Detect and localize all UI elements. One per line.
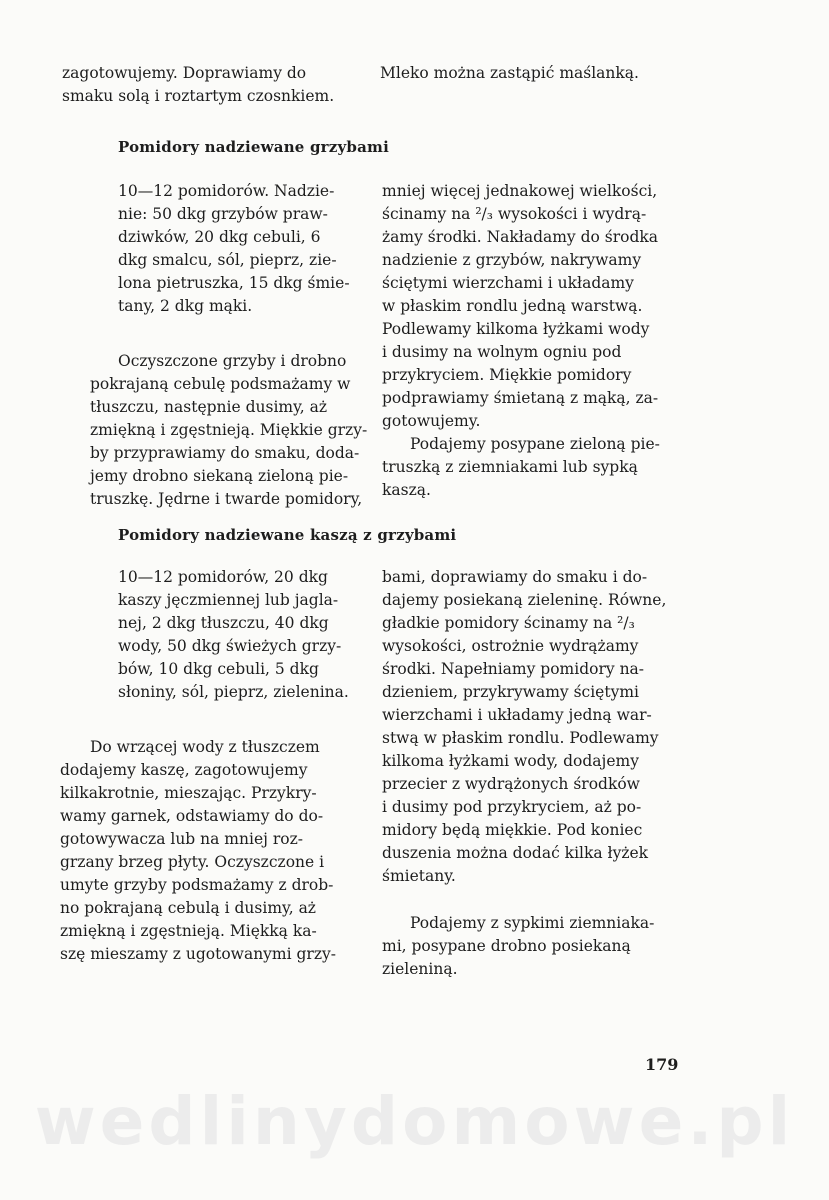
recipe1-right-column bbox=[382, 180, 660, 502]
text-line: gładkie pomidory ścinamy na ²/₃ bbox=[382, 614, 635, 632]
text-line: dzieniem, przykrywamy ściętymi bbox=[382, 683, 639, 701]
recipe2-left-column bbox=[60, 566, 349, 966]
text-line: szę mieszamy z ugotowanymi grzy- bbox=[60, 945, 337, 963]
text-line: dajemy posiekaną zieleninę. Równe, bbox=[382, 591, 667, 609]
watermark: wedlinydomowe.pl bbox=[34, 1083, 795, 1160]
text-line: stwą w płaskim rondlu. Podlewamy bbox=[382, 729, 659, 747]
text-line: grzany brzeg płyty. Oczyszczone i bbox=[60, 853, 325, 871]
ingredients-line: lona pietruszka, 15 dkg śmie- bbox=[118, 274, 350, 292]
text-line: dodajemy kaszę, zagotowujemy bbox=[60, 761, 308, 779]
ingredients-line: nie: 50 dkg grzybów praw- bbox=[118, 205, 328, 223]
text-line: przecier z wydrążonych środków bbox=[382, 775, 640, 793]
page-number: 179 bbox=[645, 1055, 679, 1074]
text-line: zieleniną. bbox=[382, 960, 458, 978]
recipe-title: Pomidory nadziewane grzybami bbox=[118, 138, 389, 156]
text-line: midory będą miękkie. Pod koniec bbox=[382, 821, 643, 839]
text-line: śmietany. bbox=[382, 867, 456, 885]
text-line: ścinamy na ²/₃ wysokości i wydrą- bbox=[382, 205, 647, 223]
recipe-title: Pomidory nadziewane kaszą z grzybami bbox=[118, 526, 457, 544]
text-line: zmiękną i zgęstnieją. Miękką ka- bbox=[60, 922, 317, 940]
ingredients-line: kaszy jęczmiennej lub jagla- bbox=[118, 591, 339, 609]
text-line: wierzchami i układamy jedną war- bbox=[382, 706, 652, 724]
ingredients-line: tany, 2 dkg mąki. bbox=[118, 297, 253, 315]
text-line: zmiękną i zgęstnieją. Miękkie grzy- bbox=[90, 421, 368, 439]
recipe2-right-column bbox=[382, 566, 666, 981]
text-line: zagotowujemy. Doprawiamy do bbox=[62, 64, 307, 82]
text-line: mniej więcej jednakowej wielkości, bbox=[382, 182, 658, 200]
text-line: umyte grzyby podsmażamy z drob- bbox=[60, 876, 334, 894]
text-line: kaszą. bbox=[382, 481, 431, 499]
text-line: pokrajaną cebulę podsmażamy w bbox=[90, 375, 351, 393]
intro-right-column bbox=[380, 62, 639, 85]
text-line: nadzienie z grzybów, nakrywamy bbox=[382, 251, 642, 269]
ingredients-line: 10—12 pomidorów, 20 dkg bbox=[118, 568, 328, 586]
ingredients-line: wody, 50 dkg świeżych grzy- bbox=[118, 637, 342, 655]
text-line: ściętymi wierzchami i układamy bbox=[382, 274, 634, 292]
text-line: tłuszczu, następnie dusimy, aż bbox=[90, 398, 328, 416]
text-line: w płaskim rondlu jedną warstwą. bbox=[382, 297, 643, 315]
ingredients-line: słoniny, sól, pieprz, zielenina. bbox=[118, 683, 349, 701]
text-line: jemy drobno siekaną zieloną pie- bbox=[90, 467, 349, 485]
text-line: duszenia można dodać kilka łyżek bbox=[382, 844, 649, 862]
text-line: smaku solą i roztartym czosnkiem. bbox=[62, 87, 335, 105]
text-line: no pokrajaną cebulą i dusimy, aż bbox=[60, 899, 316, 917]
ingredients-line: bów, 10 dkg cebuli, 5 dkg bbox=[118, 660, 319, 678]
text-line: truszkę. Jędrne i twarde pomidory, bbox=[90, 490, 363, 508]
text-line: przykryciem. Miękkie pomidory bbox=[382, 366, 632, 384]
text-line: Mleko można zastąpić maślanką. bbox=[380, 64, 639, 82]
text-line: Podlewamy kilkoma łyżkami wody bbox=[382, 320, 650, 338]
text-line: kilkoma łyżkami wody, dodajemy bbox=[382, 752, 639, 770]
ingredients-line: 10—12 pomidorów. Nadzie- bbox=[118, 182, 335, 200]
ingredients-line: nej, 2 dkg tłuszczu, 40 dkg bbox=[118, 614, 329, 632]
text-line: wamy garnek, odstawiamy do do- bbox=[60, 807, 324, 825]
text-line: gotowywacza lub na mniej roz- bbox=[60, 830, 303, 848]
text-line: by przyprawiamy do smaku, doda- bbox=[90, 444, 360, 462]
text-line: Podajemy z sypkimi ziemniaka- bbox=[410, 914, 655, 932]
text-line: środki. Napełniamy pomidory na- bbox=[382, 660, 645, 678]
text-line: i dusimy na wolnym ogniu pod bbox=[382, 343, 622, 361]
text-line: kilkakrotnie, mieszając. Przykry- bbox=[60, 784, 317, 802]
recipe1-left-column bbox=[90, 180, 368, 511]
text-line: podprawiamy śmietaną z mąką, za- bbox=[382, 389, 659, 407]
text-line: bami, doprawiamy do smaku i do- bbox=[382, 568, 648, 586]
text-line: truszką z ziemniakami lub sypką bbox=[382, 458, 638, 476]
text-line: i dusimy pod przykryciem, aż po- bbox=[382, 798, 642, 816]
text-line: żamy środki. Nakładamy do środka bbox=[382, 228, 659, 246]
intro-left-column bbox=[62, 62, 334, 108]
text-line: mi, posypane drobno posiekaną bbox=[382, 937, 631, 955]
text-line: Oczyszczone grzyby i drobno bbox=[118, 352, 347, 370]
text-line: wysokości, ostrożnie wydrążamy bbox=[382, 637, 639, 655]
text-line: gotowujemy. bbox=[382, 412, 481, 430]
text-line: Podajemy posypane zieloną pie- bbox=[410, 435, 660, 453]
ingredients-line: dziwków, 20 dkg cebuli, 6 bbox=[118, 228, 321, 246]
ingredients-line: dkg smalcu, sól, pieprz, zie- bbox=[118, 251, 337, 269]
text-line: Do wrzącej wody z tłuszczem bbox=[90, 738, 320, 756]
